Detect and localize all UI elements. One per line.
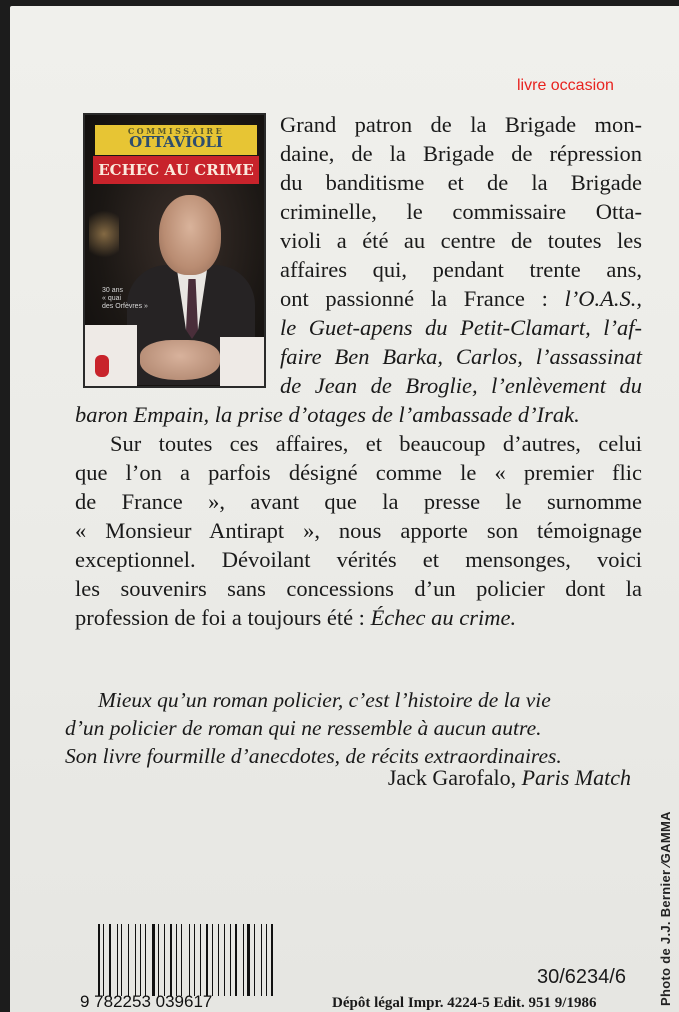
cover-thumbnail bbox=[83, 113, 266, 388]
text-line bbox=[280, 284, 642, 313]
book-prop-right bbox=[220, 337, 266, 387]
text-line: violi a été au centre de toutes les bbox=[280, 228, 642, 253]
portrait-head bbox=[159, 195, 221, 275]
text-line: criminelle, le commissaire Otta- bbox=[280, 199, 642, 224]
author-banner bbox=[95, 125, 257, 155]
quote-line: Son livre fourmille d’anecdotes, de récits extraordinaires. bbox=[65, 744, 562, 768]
press-quote bbox=[98, 686, 632, 714]
quote-line: d’un policier de roman qui ne ressemble à aucun autre. bbox=[65, 716, 542, 740]
text-line: le Guet-apens du Petit-Clamart, l’af- bbox=[280, 315, 642, 340]
caption-line: des Orfèvres » bbox=[102, 303, 148, 310]
blurb-paragraph-2-cont bbox=[75, 458, 642, 603]
quote-author: Jack Garofalo, bbox=[387, 765, 522, 790]
publisher-logo-icon bbox=[95, 355, 109, 377]
blurb-paragraph-1 bbox=[280, 110, 642, 400]
book-back-cover bbox=[10, 6, 679, 1012]
barcode-bars bbox=[98, 924, 278, 996]
used-book-stamp: livre occasion bbox=[517, 77, 614, 94]
text-italic: Échec au crime. bbox=[370, 605, 517, 630]
text-line: de Jean de Broglie, l’enlèvement du bbox=[280, 373, 642, 398]
text-line: baron Empain, la prise d’otages de l’ambassade d’Irak. bbox=[75, 402, 580, 427]
text-line: les souvenirs sans concessions d’un policier dont la bbox=[75, 576, 642, 601]
photo-credit: Photo de J.J. Bernier ∕GAMMA bbox=[658, 811, 673, 1006]
text-line: affaires qui, pendant trente ans, bbox=[280, 257, 642, 282]
title-banner: ECHEC AU CRIME bbox=[93, 156, 259, 184]
text-italic: l’O.A.S., bbox=[564, 286, 642, 311]
caption-line: 30 ans bbox=[102, 287, 124, 294]
book-prop-left bbox=[85, 325, 137, 387]
text-line: Sur toutes ces affaires, et beaucoup d’autres, celui bbox=[110, 431, 642, 456]
text-line: daine, de la Brigade de répression bbox=[280, 141, 642, 166]
author-label: COMMISSAIRE bbox=[127, 126, 225, 136]
catalog-number: 30/6234/6 bbox=[537, 966, 626, 988]
isbn-barcode bbox=[80, 924, 278, 1011]
text-line: « Monsieur Antirapt », nous apporte son témoignage bbox=[75, 518, 642, 543]
quote-source: Paris Match bbox=[521, 765, 631, 790]
text-line: faire Ben Barka, Carlos, l’assassinat bbox=[280, 344, 642, 369]
barcode-digits: 9 782253 039617 bbox=[80, 992, 213, 1011]
blurb-paragraph-2 bbox=[110, 429, 642, 458]
cover-caption bbox=[102, 287, 162, 311]
text-line: du banditisme et de la Brigade bbox=[280, 170, 642, 195]
text-roman: ont passionné la France : bbox=[280, 286, 565, 311]
author-name: OTTAVIOLI bbox=[129, 133, 223, 151]
portrait-hands bbox=[140, 340, 220, 380]
text-line: exceptionnel. Dévoilant vérités et mensonges, voici bbox=[75, 547, 642, 572]
text-line: que l’on a parfois désigné comme le « premier flic bbox=[75, 460, 642, 485]
background-lights bbox=[89, 210, 119, 270]
text-line bbox=[75, 603, 516, 632]
quote-attribution bbox=[388, 764, 631, 792]
legal-deposit: Dépôt légal Impr. 4224-5 Edit. 951 9/1986 bbox=[332, 995, 597, 1011]
press-quote-cont bbox=[65, 714, 632, 770]
caption-line: « quai bbox=[102, 295, 122, 302]
text-roman: profession de foi a toujours été : bbox=[75, 605, 371, 630]
text-line: de France », avant que la presse le surnomme bbox=[75, 489, 642, 514]
quote-line: Mieux qu’un roman policier, c’est l’histoire de la vie bbox=[98, 688, 551, 712]
text-line: Grand patron de la Brigade mon- bbox=[280, 112, 642, 137]
